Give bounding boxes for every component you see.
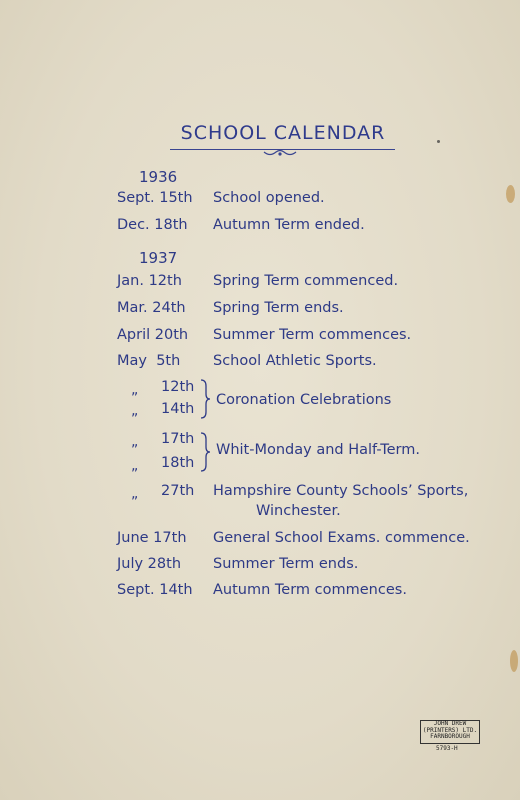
page-title: SCHOOL CALENDAR (180, 122, 386, 144)
entry-event: Coronation Celebrations (216, 392, 392, 408)
ink-dot (437, 140, 440, 143)
right-brace (199, 379, 211, 419)
ditto-mark: „ (131, 382, 139, 398)
entry-event: Spring Term commenced. (213, 273, 399, 289)
entry-event: Autumn Term ended. (213, 217, 365, 233)
entry-date: July 28th (117, 556, 182, 572)
entry-date: Dec. 18th (117, 217, 188, 233)
entry-day: 18th (161, 455, 195, 471)
entry-event: Summer Term commences. (213, 327, 412, 343)
ditto-mark: „ (131, 458, 139, 474)
year-heading-1936: 1936 (139, 168, 178, 186)
printer-code: 5793-H (436, 745, 458, 752)
entry-event: Hampshire County Schools’ Sports, (213, 483, 469, 499)
flourish-ornament (262, 149, 298, 159)
printer-name: JOHN DREW (433, 720, 467, 727)
foxing-stain (510, 650, 518, 672)
entry-day: 12th (161, 379, 195, 395)
printer-line: (PRINTERS) LTD. (422, 726, 478, 734)
entry-date: Sept. 15th (117, 190, 193, 206)
entry-event: Spring Term ends. (213, 300, 344, 316)
right-brace (199, 432, 211, 472)
entry-event: Whit-Monday and Half-Term. (216, 442, 420, 458)
entry-day: 17th (161, 431, 195, 447)
printer-town: FARNBOROUGH (430, 733, 470, 740)
printer-stamp (420, 720, 480, 744)
entry-date: Mar. 24th (117, 300, 186, 316)
entry-date: Jan. 12th (117, 273, 182, 289)
foxing-stain (506, 185, 515, 203)
entry-event: School opened. (213, 190, 325, 206)
entry-date: Sept. 14th (117, 582, 193, 598)
entry-event: General School Exams. commence. (213, 530, 470, 546)
entry-day: 27th (161, 483, 195, 499)
entry-date: June 17th (117, 530, 187, 546)
entry-event: School Athletic Sports. (213, 353, 377, 369)
entry-event: Winchester. (256, 503, 341, 519)
entry-date: April 20th (117, 327, 189, 343)
ditto-mark: „ (131, 486, 139, 502)
entry-day: 14th (161, 401, 195, 417)
entry-event: Summer Term ends. (213, 556, 359, 572)
entry-event: Autumn Term commences. (213, 582, 407, 598)
ditto-mark: „ (131, 403, 139, 419)
entry-date: May 5th (117, 353, 181, 369)
ditto-mark: „ (131, 434, 139, 450)
year-heading-1937: 1937 (139, 249, 178, 267)
